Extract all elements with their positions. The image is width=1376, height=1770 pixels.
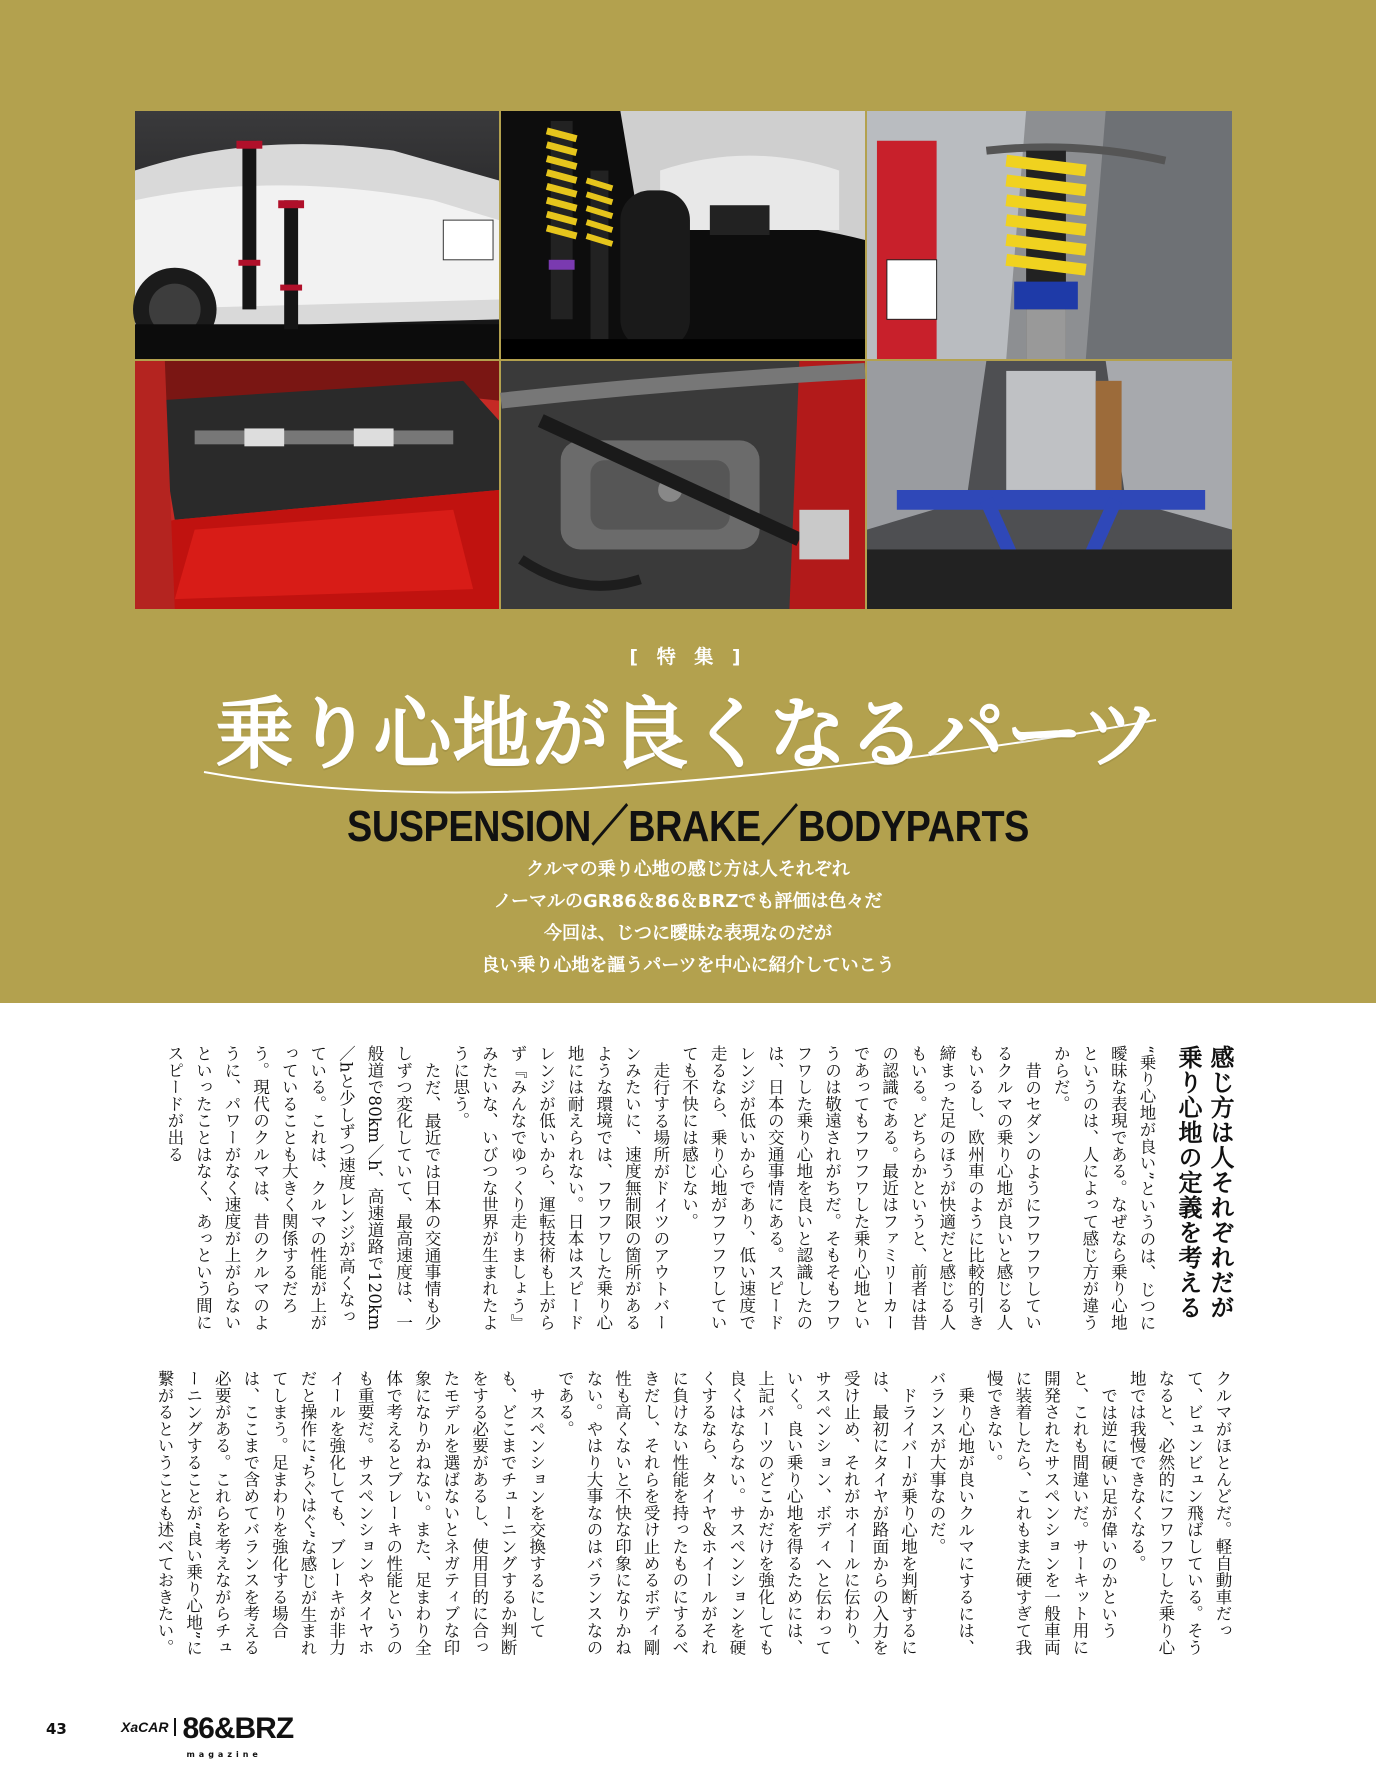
- article-body: [134, 1045, 1236, 1665]
- heading-line-2: 乗り心地の定義を考える: [1174, 1045, 1202, 1320]
- 86brz-logo-text: 86&BRZ: [182, 1712, 294, 1745]
- paragraph: クルマがほとんどだ。軽自動車だって、ビュンビュン飛ばしている。そうなると、必然的にフワフワした乗り心地では我慢できなくなる。: [1127, 1370, 1232, 1656]
- photo-grid: [134, 110, 1233, 610]
- trunk-brace-photo: [134, 360, 500, 610]
- paragraph: ただ、最近では日本の交通事情も少しずつ変化していて、最高速度は、一般道で80km／h、高速道路で120km／hと少しずつ速度レンジが高くなっている。これは、クルマの性能が上がっていることも大きく関係するだろう。現代のクルマは、昔のクルマのように、パワーがなく速度が上がらないといったことはなく、あっという間にスピードが出る: [164, 1045, 442, 1331]
- paragraph: 昔のセダンのようにフワフワしているクルマの乗り心地が良いと感じる人もいるし、欧州車のように比較的引き締まった足のほうが快適だと感じる人もいる。どちらかというと、前者は昔の認識である。最近はファミリーカーであってもフワフワした乗り心地というのは敬遠されがちだ。そもそもフワフワした乗り心地を良いと認識したのは、日本の交通事情にある。スピードレンジが低いからであり、低い速度で走るなら、乗り心地がフワフワしていても不快には感じない。: [679, 1045, 1042, 1331]
- yellow-spring-installed-photo: [866, 110, 1233, 360]
- engine-bay-strut-bar-photo: [500, 360, 866, 610]
- heading-line-1: 感じ方は人それぞれだが: [1206, 1045, 1234, 1320]
- page-number: 43: [46, 1720, 67, 1738]
- lead-text: [0, 854, 1376, 982]
- paragraph: “乗り心地が良い”というのは、じつに曖昧な表現である。なぜなら乗り心地というのは、人によって感じ方が違うからだ。: [1051, 1045, 1156, 1332]
- paragraph: では逆に硬い足が偉いのかというと、これも間違いだ。サーキット用に開発されたサスペンションを一般車両に装着したら、これもまた硬すぎて我慢できない。: [984, 1370, 1118, 1656]
- lead-line: 良い乗り心地を謳うパーツを中心に紹介していこう: [481, 955, 895, 976]
- 86brz-logo: [182, 1712, 294, 1759]
- paragraph: 乗り心地が良いクルマにするには、バランスが大事なのだ。: [927, 1370, 975, 1656]
- paragraph: サスペンションを交換するにしても、どこまでチューニングするか判断をする必要があるし、使用目的に合ったモデルを選ばないとネガティブな印象になりかねない。また、足まわり全体で考えるとブレーキの性能というのも重要だ。サスペンションやタイヤホイールを強化しても、ブレーキが非力だと操作に“ちぐはぐ”な感じが生まれてしまう。足まわりを強化する場合は、ここまで含めてバランスを考える必要がある。これらを考えながらチューニングすることが“良い乗り心地”に繋がるということも述べておきたい。: [155, 1370, 546, 1657]
- underbody-brace-photo: [866, 360, 1233, 610]
- xacar-logo: XaCAR: [121, 1718, 176, 1736]
- lead-line: ノーマルのGR86＆86＆BRZでも評価は色々だ: [493, 891, 883, 912]
- magazine-wordmark: magazine: [186, 1750, 262, 1759]
- coilover-front-photo: [134, 110, 500, 360]
- paragraph: ドライバーが乗り心地を判断するには、最初にタイヤが路面からの入力を受け止め、それがホイールに伝わり、サスペンション、ボディへと伝わっていく。良い乗り心地を得るためには、上記パーツのどこかだけを強化しても良くはならない。サスペンションを硬くするなら、タイヤ＆ホイールがそれに負けない性能を持ったものにするべきだし、それらを受け止めるボディ剛性も高くないと不快な印象になりかねない。やはり大事なのはバランスなのである。: [555, 1370, 918, 1656]
- category-subtitle: SUSPENSION／BRAKE／BODYPARTS: [347, 802, 1029, 851]
- feature-tag: [ 特 集 ]: [629, 646, 747, 668]
- page-title: 乗り心地が良くなるパーツ: [215, 690, 1161, 780]
- lead-line: クルマの乗り心地の感じ方は人それぞれ: [526, 859, 850, 880]
- magazine-logo: [121, 1710, 294, 1759]
- article-upper-block: [134, 1045, 1160, 1335]
- article-lower-block: [134, 1370, 1236, 1660]
- yellow-coilover-photo: [500, 110, 866, 360]
- lead-line: 今回は、じつに曖昧な表現なのだが: [544, 923, 832, 944]
- paragraph: 走行する場所がドイツのアウトバーンみたいに、速度無制限の箇所があるような環境では、フワフワした乗り心地には耐えられない。日本はスピードレンジが低いから、運転技術も上がらず『みんなでゆっくり走りましょう』みたいな、いびつな世界が生まれたように思う。: [450, 1045, 670, 1331]
